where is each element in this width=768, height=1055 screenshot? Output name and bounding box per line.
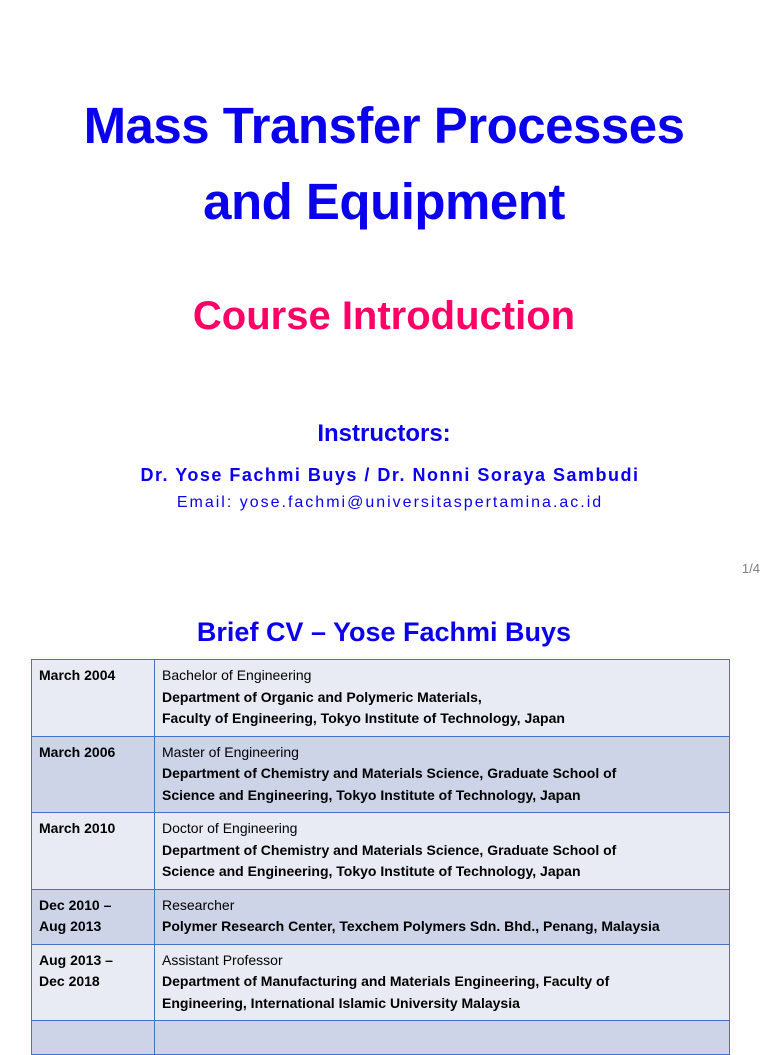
instructors-email: Email: yose.fachmi@universitaspertamina.ac.id (176, 494, 604, 511)
cv-detail-line1: Department of Organic and Polymeric Materials, (162, 688, 482, 705)
cv-row-partial (32, 1021, 730, 1055)
cv-date (32, 889, 155, 944)
cv-detail-line2: Faculty of Engineering, Tokyo Institute of Technology, Japan (162, 710, 565, 726)
instructors-label: Instructors: (317, 420, 451, 447)
cv-date-line1: March 2010 (39, 820, 116, 836)
cv-detail-line1: Department of Chemistry and Materials Science, Graduate School of (162, 841, 617, 858)
cv-role: Master of Engineering (162, 743, 299, 760)
cv-row (32, 944, 730, 1021)
cv-description (155, 889, 730, 944)
cv-title: Brief CV – Yose Fachmi Buys (196, 617, 572, 647)
cv-description (155, 660, 730, 737)
cv-table (31, 659, 730, 1055)
cv-date (32, 813, 155, 890)
cv-date-line1: Dec 2010 – (39, 896, 112, 913)
cv-role: Researcher (162, 896, 235, 913)
cv-detail-line2: Engineering, International Islamic University Malaysia (162, 994, 520, 1011)
cv-detail-line1: Polymer Research Center, Texchem Polymers Sdn. Bhd., Penang, Malaysia (162, 918, 660, 934)
cv-description (155, 944, 730, 1021)
cv-date-line2: Dec 2018 (39, 973, 100, 989)
cv-description (155, 1021, 730, 1055)
course-subtitle: Course Introduction (192, 294, 576, 338)
cv-description (155, 813, 730, 890)
cv-row (32, 736, 730, 813)
cv-detail-line2: Science and Engineering, Tokyo Institute of Technology, Japan (162, 786, 581, 803)
cv-detail-line1: Department of Manufacturing and Materials Engineering, Faculty of (162, 973, 610, 989)
course-title-line2: and Equipment (203, 173, 565, 230)
page-number: 1/4 (741, 561, 760, 576)
cv-row (32, 813, 730, 890)
cv-date-line1: Aug 2013 – (39, 951, 113, 968)
cv-row (32, 660, 730, 737)
cv-role: Bachelor of Engineering (162, 667, 312, 683)
cv-date (32, 1021, 155, 1055)
cv-date-line1: March 2004 (39, 667, 116, 683)
cv-role: Doctor of Engineering (162, 820, 298, 836)
instructors-names: Dr. Yose Fachmi Buys / Dr. Nonni Soraya Sambudi (140, 465, 640, 485)
cv-date (32, 944, 155, 1021)
cv-detail-line2: Science and Engineering, Tokyo Institute of Technology, Japan (162, 863, 581, 879)
cv-date-line2: Aug 2013 (39, 918, 102, 934)
cv-detail-line1: Department of Chemistry and Materials Science, Graduate School of (162, 765, 617, 781)
cv-description (155, 736, 730, 813)
cv-date-line1: March 2006 (39, 743, 116, 760)
cv-date (32, 736, 155, 813)
cv-row (32, 889, 730, 944)
cv-date (32, 660, 155, 737)
course-title (0, 88, 768, 240)
course-title-line1: Mass Transfer Processes (83, 97, 685, 154)
cv-role: Assistant Professor (162, 951, 283, 968)
